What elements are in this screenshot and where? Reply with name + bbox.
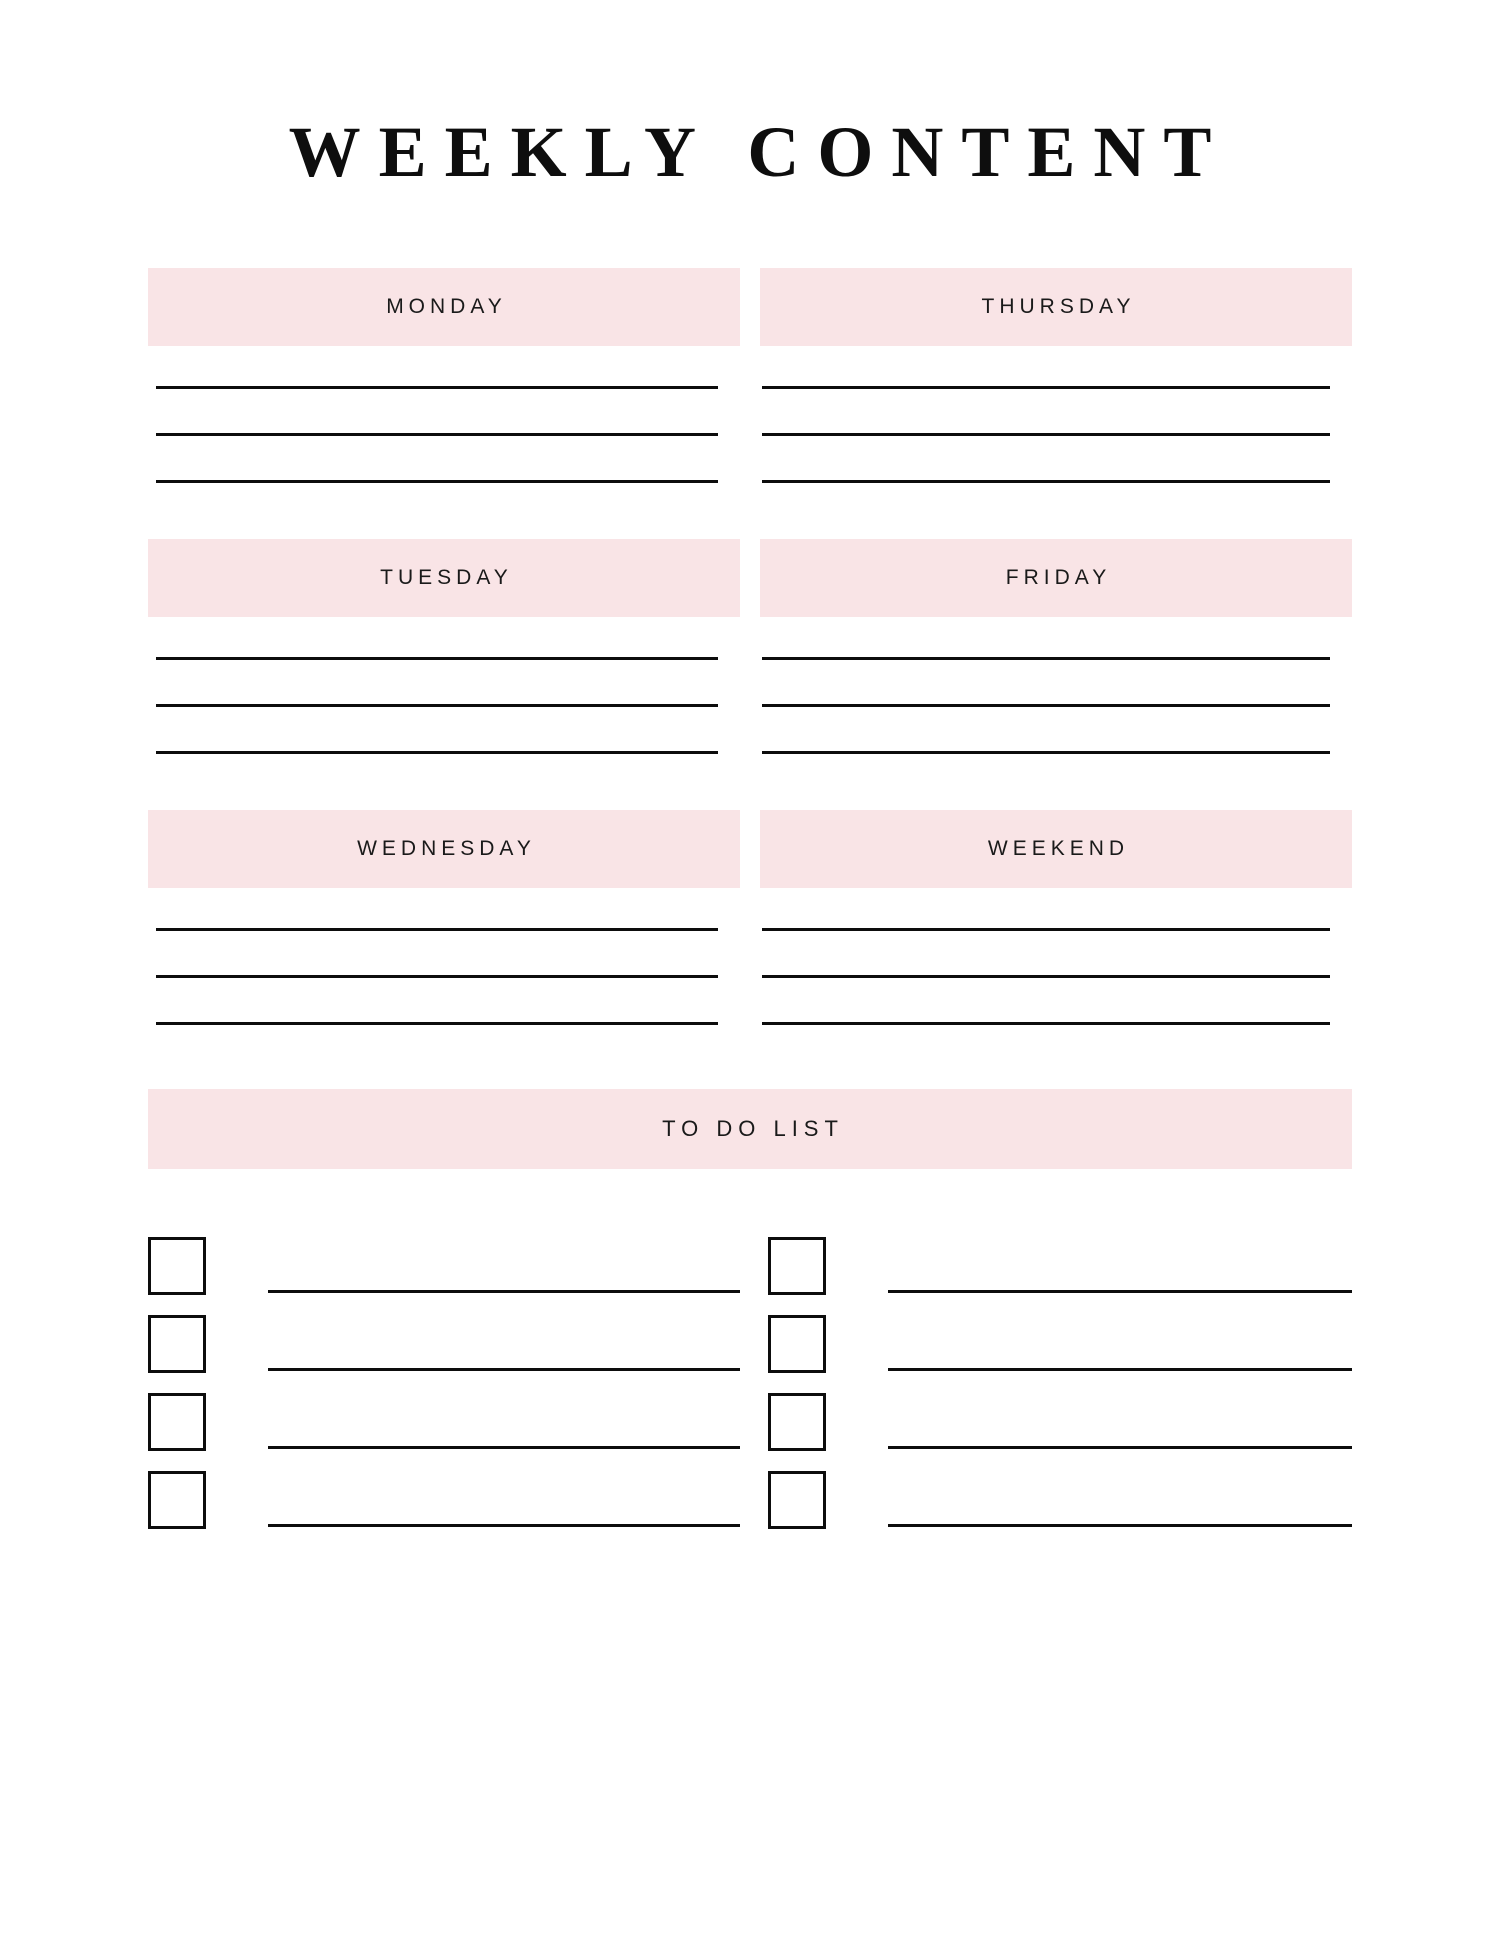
write-line[interactable] [156, 928, 718, 931]
days-grid [148, 268, 1352, 1081]
day-header-weekend [760, 810, 1352, 888]
todo-write-line[interactable] [268, 1524, 740, 1527]
write-line[interactable] [762, 386, 1330, 389]
write-line[interactable] [156, 386, 718, 389]
day-header-tuesday [148, 539, 740, 617]
day-block-weekend [760, 810, 1352, 1025]
day-block-thursday [760, 268, 1352, 483]
todo-item [760, 1221, 1352, 1299]
day-label-monday: MONDAY [386, 295, 507, 318]
day-block-monday [148, 268, 740, 483]
todo-write-line[interactable] [888, 1290, 1352, 1293]
checkbox-icon[interactable] [768, 1237, 826, 1295]
write-line[interactable] [156, 657, 718, 660]
todo-column-left [148, 1221, 740, 1533]
todo-item [760, 1377, 1352, 1455]
write-line[interactable] [156, 751, 718, 754]
checkbox-icon[interactable] [768, 1471, 826, 1529]
todo-write-line[interactable] [888, 1524, 1352, 1527]
write-line[interactable] [762, 751, 1330, 754]
day-label-friday: FRIDAY [1005, 566, 1112, 589]
day-lines-thursday [760, 346, 1352, 483]
todo-list-grid [148, 1221, 1352, 1533]
day-lines-monday [148, 346, 740, 483]
todo-write-line[interactable] [888, 1446, 1352, 1449]
day-lines-tuesday [148, 617, 740, 754]
day-header-wednesday [148, 810, 740, 888]
day-header-thursday [760, 268, 1352, 346]
todo-write-line[interactable] [268, 1446, 740, 1449]
write-line[interactable] [762, 480, 1330, 483]
checkbox-icon[interactable] [148, 1237, 206, 1295]
todo-item [760, 1455, 1352, 1533]
todo-column-right [760, 1221, 1352, 1533]
checkbox-icon[interactable] [148, 1393, 206, 1451]
day-label-tuesday: TUESDAY [380, 566, 513, 589]
page-title: WEEKLY CONTENT [288, 112, 1230, 192]
checkbox-icon[interactable] [148, 1471, 206, 1529]
day-block-tuesday [148, 539, 740, 754]
todo-item [148, 1377, 740, 1455]
write-line[interactable] [762, 975, 1330, 978]
todo-write-line[interactable] [268, 1368, 740, 1371]
day-label-weekend: WEEKEND [987, 837, 1130, 860]
todo-item [148, 1221, 740, 1299]
day-label-wednesday: WEDNESDAY [357, 837, 536, 860]
day-block-wednesday [148, 810, 740, 1025]
write-line[interactable] [762, 1022, 1330, 1025]
day-lines-friday [760, 617, 1352, 754]
day-lines-weekend [760, 888, 1352, 1025]
todo-item [760, 1299, 1352, 1377]
write-line[interactable] [156, 1022, 718, 1025]
day-header-friday [760, 539, 1352, 617]
checkbox-icon[interactable] [768, 1393, 826, 1451]
write-line[interactable] [762, 657, 1330, 660]
write-line[interactable] [762, 433, 1330, 436]
day-lines-wednesday [148, 888, 740, 1025]
write-line[interactable] [762, 704, 1330, 707]
checkbox-icon[interactable] [768, 1315, 826, 1373]
write-line[interactable] [762, 928, 1330, 931]
day-header-monday [148, 268, 740, 346]
todo-write-line[interactable] [888, 1368, 1352, 1371]
day-label-thursday: THURSDAY [981, 295, 1136, 318]
todo-item [148, 1455, 740, 1533]
write-line[interactable] [156, 704, 718, 707]
todo-list-header [148, 1089, 1352, 1169]
todo-item [148, 1299, 740, 1377]
checkbox-icon[interactable] [148, 1315, 206, 1373]
todo-list-label: TO DO LIST [662, 1116, 844, 1141]
write-line[interactable] [156, 480, 718, 483]
write-line[interactable] [156, 433, 718, 436]
write-line[interactable] [156, 975, 718, 978]
day-block-friday [760, 539, 1352, 754]
todo-write-line[interactable] [268, 1290, 740, 1293]
